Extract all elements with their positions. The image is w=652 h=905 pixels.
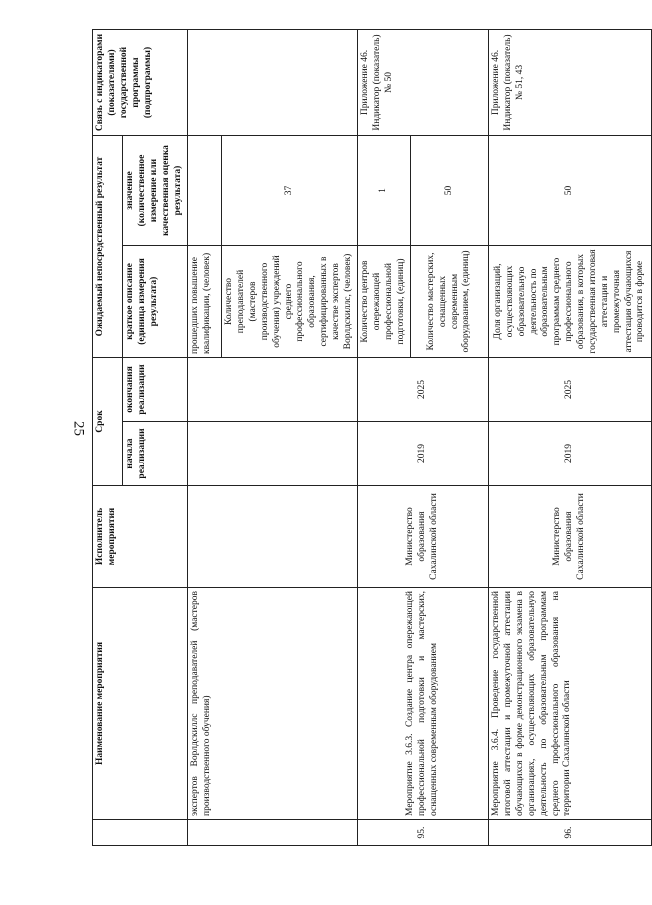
- rotated-table-page: [92, 30, 652, 846]
- measure-end: 2025: [358, 358, 489, 422]
- header-executor: Исполнитель мероприятия: [93, 486, 188, 588]
- table-row: [187, 30, 221, 846]
- header-result-desc: краткое описание (единица измерения результата): [123, 246, 188, 358]
- result-desc: Количество преподавателей (мастеров производственного обучения) учреждений среднего профессионального образования, сертифицированных в качестве экспертов Ворлдскиллс, (человек): [221, 246, 357, 358]
- result-desc: Доля организаций, осуществляющих образовательную деятельность по образовательным программам среднего профессионального образования, в которых государственная итоговая аттестация и промежуточная аттестация обучающихся проводится в форме: [489, 246, 652, 358]
- measure-end: 2025: [489, 358, 652, 422]
- row-number: 96.: [489, 820, 652, 846]
- result-value: 37: [221, 136, 357, 246]
- result-desc: Количество центров опережающей профессиональной подготовки, (единиц): [358, 246, 411, 358]
- measure-executor: [187, 486, 357, 588]
- header-end: окончания реализации: [123, 358, 188, 422]
- measure-end: [187, 358, 357, 422]
- measure-name: Мероприятие 3.6.3. Создание центра опережающей профессиональной подготовки и мастерских, оснащенных современным оборудованием: [358, 588, 489, 820]
- row-number: [187, 820, 357, 846]
- header-result-value: значение (количественное измерение или качественная оценка результата): [123, 136, 188, 246]
- header-start: начала реализации: [123, 422, 188, 486]
- measure-name: экспертов Ворлдскиллс преподавателей (мастеров производственного обучения): [187, 588, 357, 820]
- result-value: 50: [489, 136, 652, 246]
- result-value: 50: [410, 136, 488, 246]
- indicator-link: [187, 30, 357, 136]
- result-value: 1: [358, 136, 411, 246]
- header-number: [93, 820, 188, 846]
- measure-start: 2019: [358, 422, 489, 486]
- table-row: [489, 30, 652, 846]
- result-desc: Количество мастерских, оснащенных современным оборудованием, (единиц): [410, 246, 488, 358]
- measure-start: 2019: [489, 422, 652, 486]
- header-result: Ожидаемый непосредственный результат: [93, 136, 123, 358]
- header-row-1: [93, 30, 123, 846]
- header-name: Наименование мероприятия: [93, 588, 188, 820]
- result-value: [187, 136, 221, 246]
- measures-table: [92, 29, 652, 846]
- measure-name: Мероприятие 3.6.4. Проведение государственной итоговой аттестации и промежуточной аттестации обучающихся в форме демонстрационного экзамена в организациях, осуществляющих образовательную деятельность по образовательным программам среднего профессионального образования на территории Сахалинской области: [489, 588, 652, 820]
- result-desc: прошедших повышение квалификации, (человек): [187, 246, 221, 358]
- row-number: 95.: [358, 820, 489, 846]
- header-term: Срок: [93, 358, 123, 486]
- header-link: Связь с индикаторами (показателями) государственной программы (подпрограммы): [93, 30, 188, 136]
- indicator-link: Приложение 46. Индикатор (показатель) № 51, 43: [489, 30, 652, 136]
- table-row: [358, 30, 411, 846]
- measure-executor: Министерство образования Сахалинской области: [489, 486, 652, 588]
- measure-start: [187, 422, 357, 486]
- page-number: 25: [70, 421, 87, 436]
- measure-executor: Министерство образования Сахалинской области: [358, 486, 489, 588]
- indicator-link: Приложение 46. Индикатор (показатель) № 50: [358, 30, 489, 136]
